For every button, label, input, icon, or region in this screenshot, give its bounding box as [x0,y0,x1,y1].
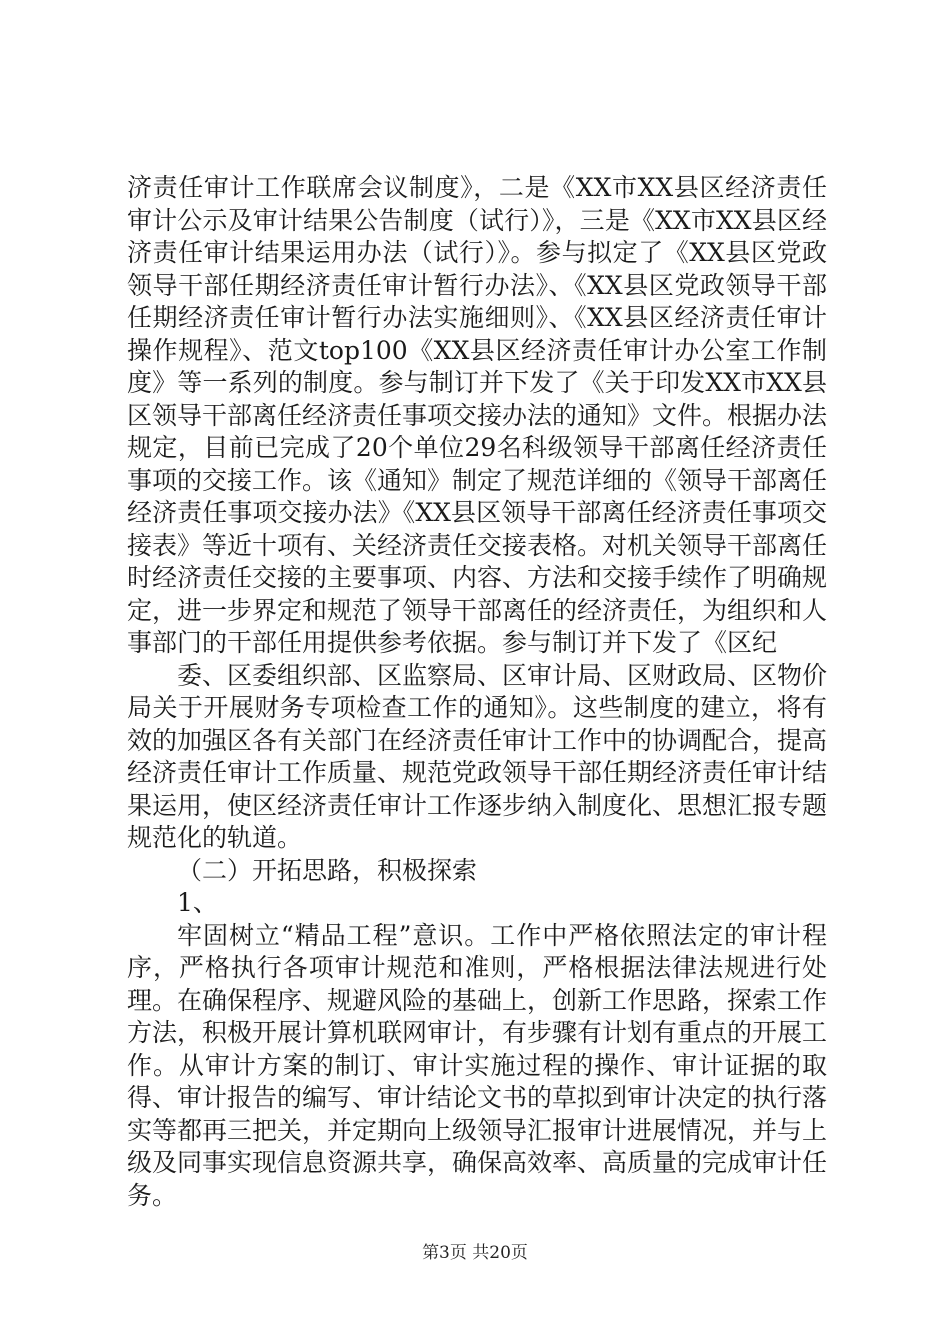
document-body [127,172,827,1212]
page-footer: 第3页 共20页 [422,1243,528,1263]
section-heading: （二）开拓思路，积极探索 [177,855,478,885]
paragraph-3: 牢固树立“精品工程”意识。工作中严格依照法定的审计程序，严格执行各项审计规范和准则，严格根据法律法规进行处理。在确保程序、规避风险的基础上，创新工作思路，探索工作方法，积极开展计算机联网审计，有步骤有计划有重点的开展工作。从审计方案的制订、审计实施过程的操作、审计证据的取得、审计报告的编写、审计结论文书的草拟到审计决定的执行落实等都再三把关，并定期向上级领导汇报审计进展情况，并与上级及同事实现信息资源共享，确保高效率、高质量的完成审计任务。 [127,920,828,1210]
paragraph-2: 委、区委组织部、区监察局、区审计局、区财政局、区物价局关于开展财务专项检查工作的通知》。这些制度的建立，将有效的加强区各有关部门在经济责任审计工作中的协调配合，提高经济责任审计工作质量、规范党政领导干部任期经济责任审计结果运用，使区经济责任审计工作逐步纳入制度化、思想汇报专题规范化的轨道。 [127,660,828,852]
paragraph-1: 济责任审计工作联席会议制度》，二是《XX市XX县区经济责任审计公示及审计结果公告制度（试行）》，三是《XX市XX县区经济责任审计结果运用办法（试行）》。参与拟定了《XX县区党政领导干部任期经济责任审计暂行办法》、《XX县区党政领导干部任期经济责任审计暂行办法实施细则》、《XX县区经济责任审计操作规程》、范文top100《XX县区经济责任审计办公室工作制度》等一系列的制度。参与制订并下发了《关于印发XX市XX县区领导干部离任经济责任事项交接办法的通知》文件。根据办法规定，目前已完成了20个单位29名科级领导干部离任经济责任事项的交接工作。该《通知》制定了规范详细的《领导干部离任经济责任事项交接办法》《XX县区领导干部离任经济责任事项交接表》等近十项有、关经济责任交接表格。对机关领导干部离任时经济责任交接的主要事项、内容、方法和交接手续作了明确规定，进一步界定和规范了领导干部离任的经济责任，为组织和人事部门的干部任用提供参考依据。参与制订并下发了《区纪 [127,173,828,657]
list-number: 1、 [177,888,218,917]
